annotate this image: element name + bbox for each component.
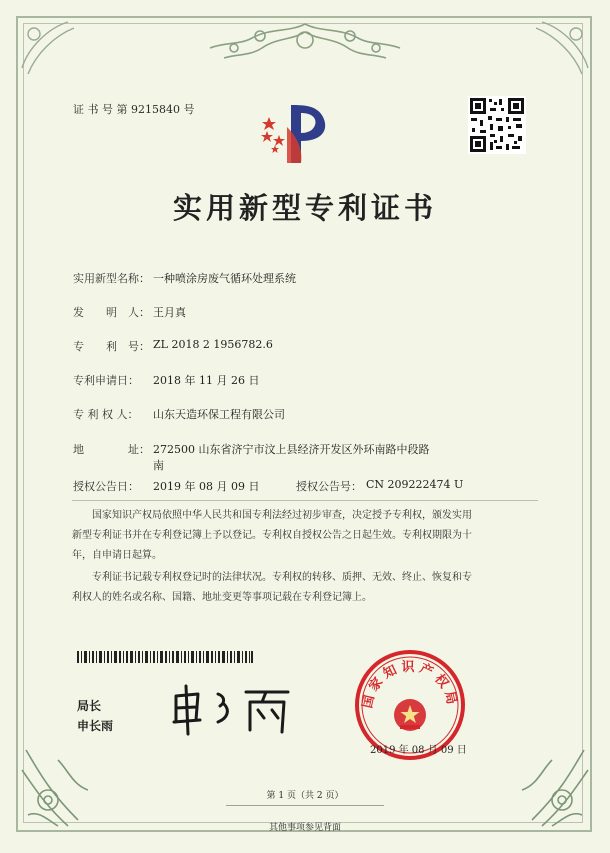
- corner-ornament-bottom-right: [502, 730, 592, 830]
- top-ornament: [200, 18, 410, 66]
- field-label-patent-number: 专 利 号：: [73, 340, 150, 353]
- field-value-name: 一种喷涂房废气循环处理系统: [153, 272, 296, 285]
- qr-code: [468, 96, 526, 154]
- divider: [72, 500, 538, 501]
- page-number: 第 1 页（共 2 页）: [266, 791, 344, 801]
- field-value-patent-number: ZL 2018 2 1956782.6: [153, 338, 273, 351]
- seal-date: 2019 年 08 月 09 日: [370, 745, 467, 756]
- seal-text: 国家知识产权局: [360, 660, 460, 710]
- certificate-title: 实用新型专利证书: [172, 191, 437, 225]
- barcode: [77, 651, 253, 663]
- field-value-grant-date: 2019 年 08 月 09 日: [153, 480, 260, 493]
- corner-ornament-top-left: [18, 18, 78, 78]
- field-label-name: 实用新型名称：: [73, 272, 150, 285]
- paragraph-line: 国家知识产权局依照中华人民共和国专利法经过初步审查，决定授予专利权，颁发实用: [92, 510, 472, 521]
- paragraph-line: 专利证书记载专利权登记时的法律状况。专利权的转移、质押、无效、终止、恢复和专: [92, 572, 472, 583]
- paragraph-line: 利权人的姓名或名称、国籍、地址变更等事项记载在专利登记簿上。: [72, 592, 372, 603]
- field-value-filing-date: 2018 年 11 月 26 日: [153, 374, 260, 387]
- cnipa-logo: [257, 97, 335, 169]
- footer-divider: [226, 805, 384, 806]
- field-label-grant-number: 授权公告号：: [296, 480, 362, 493]
- certificate-number: 证 书 号 第 9215840 号: [73, 103, 195, 116]
- director-signature: [168, 682, 303, 738]
- field-label-grant-date: 授权公告日：: [73, 480, 139, 493]
- field-value-address: 272500 山东省济宁市汶上县经济开发区外环南路中段路: [153, 443, 430, 456]
- paragraph-line: 新型专利证书并在专利登记簿上予以登记。专利权自授权公告之日起生效。专利权期限为十: [72, 530, 472, 541]
- field-label-inventor: 发 明 人：: [73, 306, 150, 319]
- grant-statement-paragraph: [72, 506, 534, 566]
- corner-ornament-bottom-left: [18, 730, 108, 830]
- director-name: 申长雨: [77, 719, 114, 733]
- field-label-patentee: 专 利 权 人：: [73, 408, 139, 421]
- corner-ornament-top-right: [532, 18, 592, 78]
- legal-status-paragraph: [72, 568, 534, 608]
- paragraph-line: 年，自申请日起算。: [72, 550, 162, 561]
- field-label-filing-date: 专利申请日：: [73, 374, 139, 387]
- field-value-grant-number: CN 209222474 U: [366, 478, 464, 491]
- director-title: 局长: [77, 699, 102, 713]
- field-label-address: 地 址：: [73, 443, 150, 456]
- field-value-inventor: 王月真: [153, 306, 186, 319]
- field-value-patentee: 山东天造环保工程有限公司: [153, 408, 285, 421]
- footer-note: 其他事项参见背面: [268, 823, 341, 833]
- field-value-address-continued: 南: [153, 459, 164, 472]
